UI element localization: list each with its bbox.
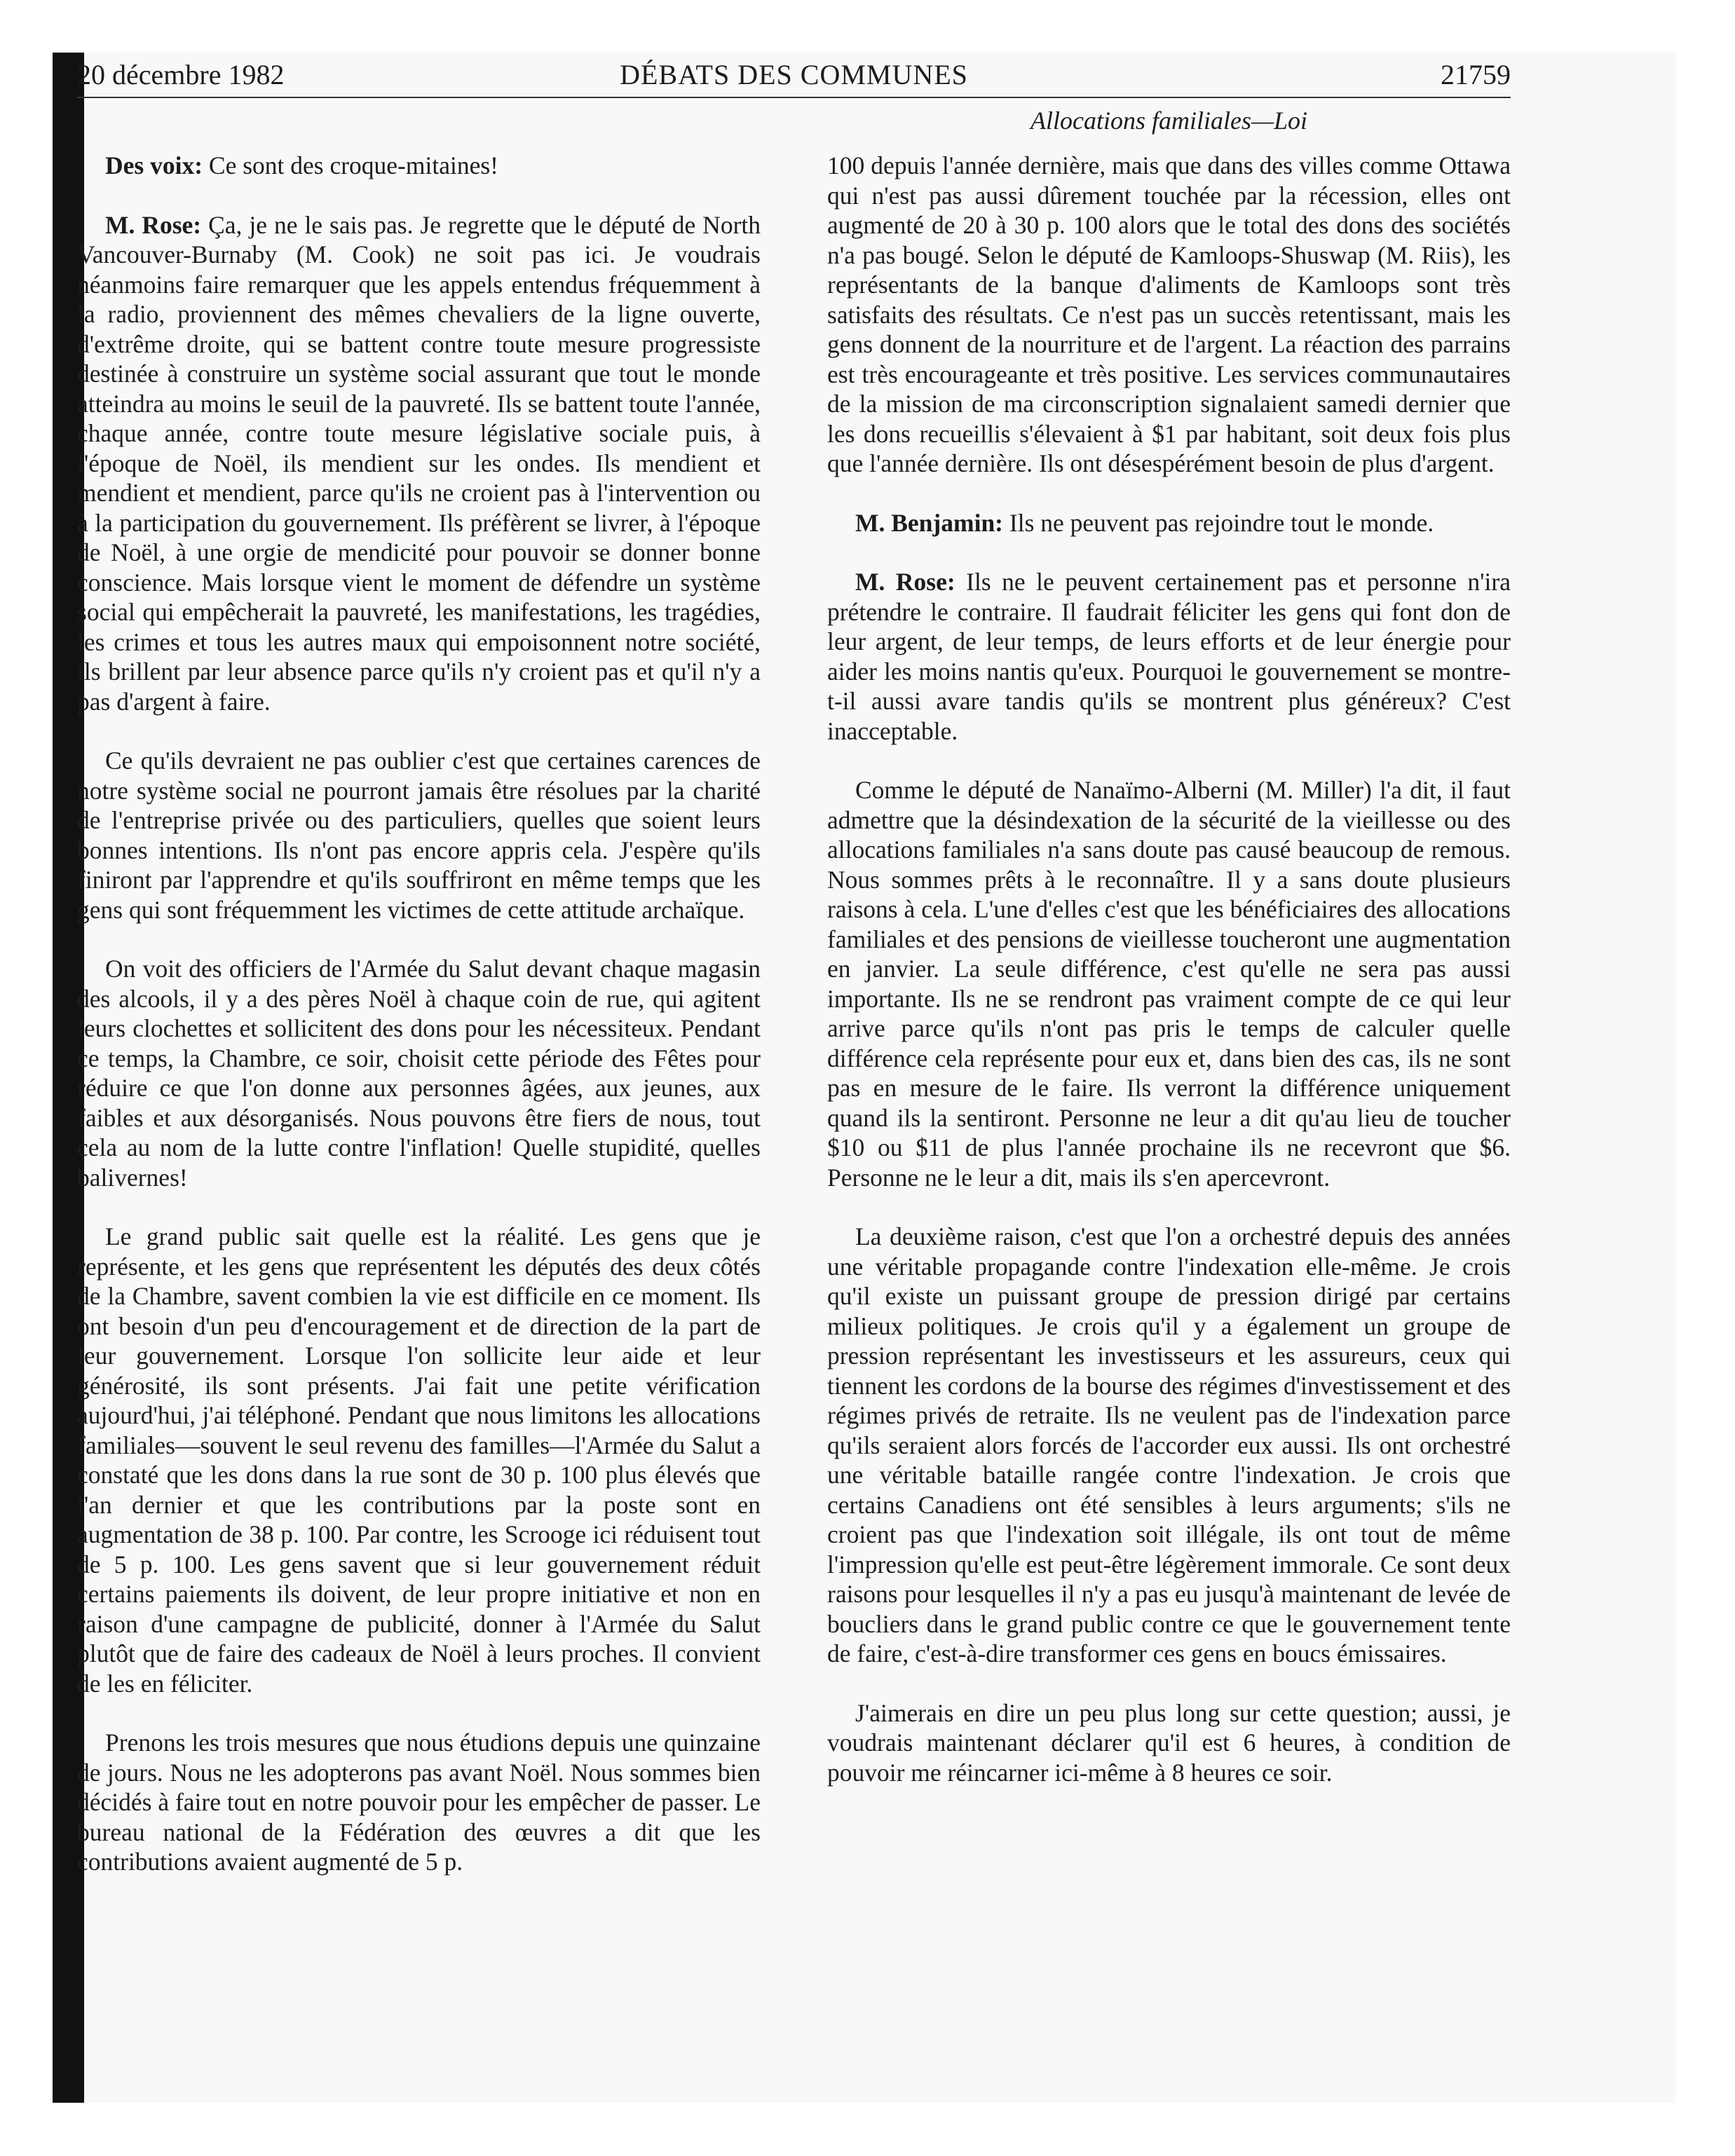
running-title: Allocations familiales—Loi: [1030, 107, 1307, 135]
paragraph-text: Ce sont des croque-mitaines!: [203, 151, 498, 179]
paragraph: [827, 567, 1511, 746]
right-column: [827, 151, 1511, 1817]
paragraph-text: Le grand public sait quelle est la réalité. Les gens que je représente, et les gens que représentent les députés des deux côtés de la Chambre, savent combien la vie est difficile en ce moment. Ils ont besoin d'un peu d'encouragement et de direction de la part de leur gouvernement. Lorsque l'on sollicite leur aide et leur générosité, ils sont présents. J'ai fait une petite vérification aujourd'hui, j'ai téléphoné. Pendant que nous limitons les allocations familiales—souvent le seul revenu des familles—l'Armée du Salut a constaté que les dons dans la rue sont de 30 p. 100 plus élevés que l'an dernier et que les contributions par la poste sont en augmentation de 38 p. 100. Par contre, les Scrooge ici réduisent tout de 5 p. 100. Les gens savent que si leur gouvernement réduit certains paiements ils doivent, de leur propre initiative et non en raison d'une campagne de publicité, donner à l'Armée du Salut plutôt que de faire des cadeaux de Noël à leurs proches. Il convient de les en féliciter.: [77, 1222, 761, 1698]
paragraph-text: Ils ne le peuvent certainement pas et personne n'ira prétendre le contraire. Il faudrait féliciter les gens qui font don de leur argent, de leur temps, de leurs efforts et de leur énergie pour aider les moins nantis qu'eux. Pourquoi le gouvernement se montre-t-il aussi avare tandis qu'ils se montrent plus généreux? C'est inacceptable.: [827, 568, 1511, 745]
paragraph: [77, 954, 761, 1192]
paragraph-text: 100 depuis l'année dernière, mais que dans des villes comme Ottawa qui n'est pas aussi dûrement touchée par la récession, elles ont augmenté de 20 à 30 p. 100 alors que le total des dons des sociétés n'a pas bougé. Selon le député de Kamloops-Shuswap (M. Riis), les représentants de la banque d'aliments de Kamloops sont très satisfaits des résultats. Ce n'est pas un succès retentissant, mais les gens donnent de la nourriture et de l'argent. La réaction des parrains est très encourageante et très positive. Les services communautaires de la mission de ma circonscription signalaient samedi dernier que les dons recueillis s'élevaient à $1 par habitant, soit deux fois plus que l'année dernière. Ils ont désespérément besoin de plus d'argent.: [827, 151, 1511, 477]
paragraph-text: On voit des officiers de l'Armée du Salut devant chaque magasin des alcools, il y a des pères Noël à chaque coin de rue, qui agitent leurs clochettes et sollicitent des dons pour les nécessiteux. Pendant ce temps, la Chambre, ce soir, choisit cette période des Fêtes pour réduire ce que l'on donne aux personnes âgées, aux jeunes, aux faibles et aux désorganisés. Nous pouvons être fiers de nous, tout cela au nom de la lutte contre l'inflation! Quelle stupidité, quelles balivernes!: [77, 955, 761, 1192]
paragraph: [827, 151, 1511, 479]
header-page-number: 21759: [1441, 59, 1511, 90]
paragraph: [77, 210, 761, 717]
paragraph-text: La deuxième raison, c'est que l'on a orchestré depuis des années une véritable propagande contre l'indexation elle-même. Je crois qu'il existe un puissant groupe de pression dirigé par certains milieux politiques. Je crois qu'il y a également un groupe de pression représentant les investisseurs et les assureurs, ceux qui tiennent les cordons de la bourse des régimes d'investissement et des régimes privés de retraite. Ils ne veulent pas de l'indexation parce qu'ils seraient alors forcés de l'accorder eux aussi. Ils ont orchestré une véritable bataille rangée contre l'indexation. Je crois que certains Canadiens ont été sensibles à leurs arguments; s'ils ne croient pas que l'indexation soit illégale, ils ont tout de même l'impression qu'elle est peut-être légèrement immorale. Ce sont deux raisons pour lesquelles il n'y a pas eu jusqu'à maintenant de levée de boucliers dans le grand public contre ce que le gouvernement tente de faire, c'est-à-dire transformer ces gens en boucs émissaires.: [827, 1222, 1511, 1667]
paragraph: [77, 1222, 761, 1698]
header-date: 20 décembre 1982: [77, 59, 285, 90]
speaker-name: Des voix:: [105, 151, 203, 179]
paragraph-text: Ce qu'ils devraient ne pas oublier c'est que certaines carences de notre système social ne pourront jamais être résolues par la charité de l'entreprise privée ou des particuliers, quelles que soient leurs bonnes intentions. Ils n'ont pas encore appris cela. J'espère qu'ils finiront par l'apprendre et qu'ils souffriront en même temps que les gens qui sont fréquemment les victimes de cette attitude archaïque.: [77, 746, 761, 924]
header-publication: DÉBATS DES COMMUNES: [620, 59, 968, 90]
paragraph: [827, 775, 1511, 1192]
paragraph: [77, 746, 761, 925]
left-column: [77, 151, 761, 1906]
paragraph: [827, 1698, 1511, 1788]
paragraph: [827, 1222, 1511, 1669]
paragraph-text: Comme le député de Nanaïmo-Alberni (M. Miller) l'a dit, il faut admettre que la désindexation de la sécurité de la vieillesse ou des allocations familiales n'a sans doute pas causé beaucoup de remous. Nous sommes prêts à le reconnaître. Il y a sans doute plusieurs raisons à cela. L'une d'elles c'est que les bénéficiaires des allocations familiales et des pensions de vieillesse toucheront une augmentation en janvier. La seule différence, c'est qu'elle ne sera pas aussi importante. Ils ne se rendront pas vraiment compte de ce qui leur arrive parce qu'ils n'ont pas pris le temps de calculer quelle différence cela représente pour eux et, dans bien des cas, ils ne sont pas en mesure de le faire. Ils verront la différence uniquement quand ils la sentiront. Personne ne leur a dit qu'au lieu de toucher $10 ou $11 de plus l'année prochaine ils ne recevront que $6. Personne ne le leur a dit, mais ils s'en apercevront.: [827, 776, 1511, 1192]
paragraph-text: Prenons les trois mesures que nous étudions depuis une quinzaine de jours. Nous ne les adopterons pas avant Noël. Nous sommes bien décidés à faire tout en notre pouvoir pour les empêcher de passer. Le bureau national de la Fédération des œuvres a dit que les contributions avaient augmenté de 5 p.: [77, 1728, 761, 1876]
speaker-name: M. Benjamin:: [855, 508, 1004, 537]
speaker-name: M. Rose:: [855, 568, 955, 596]
paragraph-text: Ça, je ne le sais pas. Je regrette que le député de North Vancouver-Burnaby (M. Cook) ne soit pas ici. Je voudrais néanmoins faire remarquer que les appels entendus fréquemment à la radio, proviennent des mêmes chevaliers de la ligne ouverte, d'extrême droite, qui se battent contre toute mesure progressiste destinée à construire un système social assurant que tout le monde atteindra au moins le seuil de la pauvreté. Ils se battent toute l'année, chaque année, contre toute mesure législative sociale puis, à l'époque de Noël, ils mendient sur les ondes. Ils mendient et mendient et mendient, parce qu'ils ne croient pas à l'intervention ou à la participation du gouvernement. Ils préfèrent se livrer, à l'époque de Noël, à une orgie de mendicité pour pouvoir se donner bonne conscience. Mais lorsque vient le moment de défendre un système social qui empêcherait la pauvreté, les manifestations, les tragédies, les crimes et tous les autres maux qui empoisonnent notre société, ils brillent par leur absence parce qu'ils n'y croient pas et qu'il n'y a pas d'argent à faire.: [77, 210, 761, 716]
paragraph-text: J'aimerais en dire un peu plus long sur cette question; aussi, je voudrais maintenant déclarer qu'il est 6 heures, à condition de pouvoir me réincarner ici-même à 8 heures ce soir.: [827, 1698, 1511, 1787]
paragraph: [77, 1728, 761, 1877]
paragraph: [77, 151, 761, 181]
paragraph-text: Ils ne peuvent pas rejoindre tout le monde.: [1003, 508, 1434, 537]
paragraph: [827, 508, 1511, 538]
speaker-name: M. Rose:: [105, 210, 202, 239]
header-rule: [77, 97, 1511, 98]
